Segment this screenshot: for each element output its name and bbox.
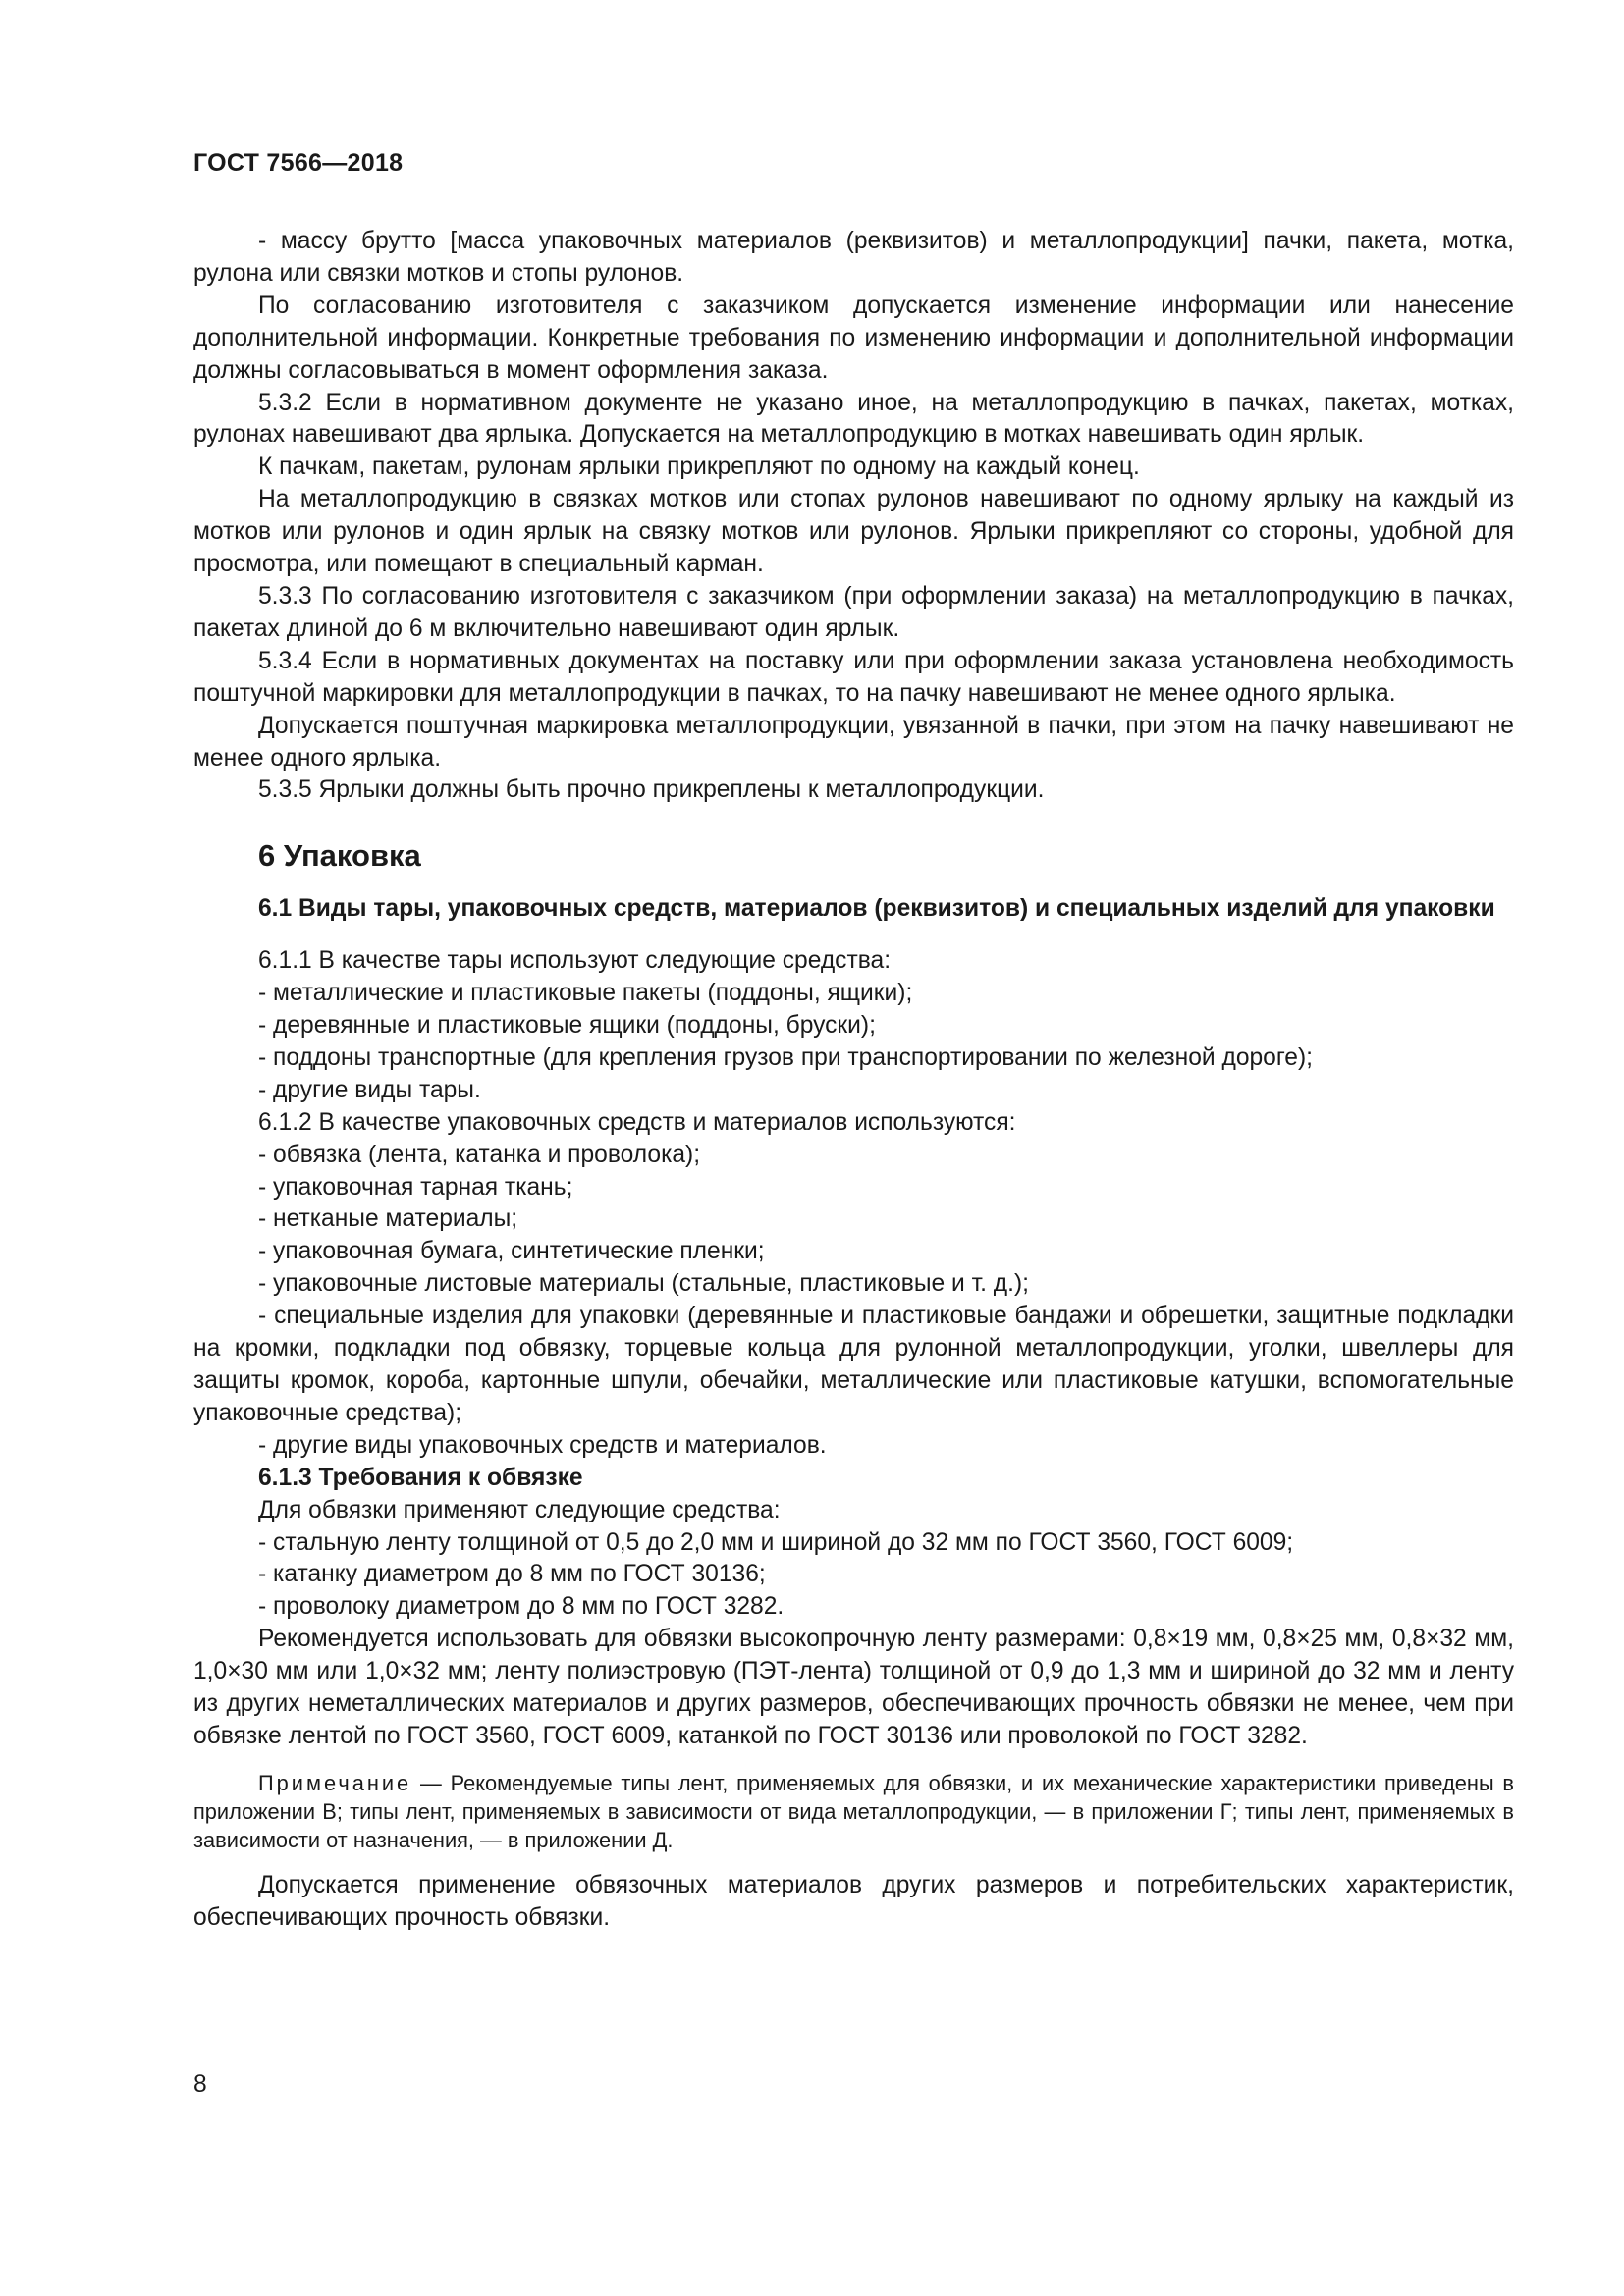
list-item: - поддоны транспортные (для крепления грузов при транспортировании по железной дороге);: [258, 1043, 1313, 1071]
paragraph: - массу брутто [масса упаковочных материалов (реквизитов) и металлопродукции] пачки, пакета, мотка, рулона или связки мотков и стопы рулонов.: [193, 228, 1514, 287]
list-item: - упаковочная бумага, синтетические пленки;: [258, 1238, 765, 1265]
list-item: - катанку диаметром до 8 мм по ГОСТ 30136;: [258, 1561, 766, 1588]
clause-heading: 6.1.3 Требования к обвязке: [258, 1464, 583, 1491]
note-text: — Рекомендуемые типы лент, применяемых для обвязки, и их механические характеристики приведены в приложении В; типы лент, применяемых в зависимости от вида металлопродукции, — в приложении Г; типы лент, применяемых в зависимости от назначения, — в приложении Д.: [193, 1770, 1514, 1852]
paragraph: К пачкам, пакетам, рулонам ярлыки прикрепляют по одному на каждый конец.: [258, 454, 1140, 481]
page-content: [193, 226, 1514, 1935]
page-number: 8: [193, 2071, 207, 2098]
paragraph: Допускается поштучная маркировка металлопродукции, увязанной в пачки, при этом на пачку навешивают не менее одного ярлыка.: [193, 712, 1514, 772]
list-item: - нетканые материалы;: [258, 1205, 518, 1233]
paragraph: 5.3.4 Если в нормативных документах на поставку или при оформлении заказа установлена необходимость поштучной маркировки для металлопродукции в пачках, то на пачку навешивают не менее одного ярлыка.: [193, 647, 1514, 707]
paragraph: По согласованию изготовителя с заказчиком допускается изменение информации или нанесение дополнительной информации. Конкретные требования по изменению информации и дополнительной информации должны согласовываться в момент оформления заказа.: [193, 292, 1514, 384]
list-item: - стальную ленту толщиной от 0,5 до 2,0 мм и шириной до 32 мм по ГОСТ 3560, ГОСТ 6009;: [258, 1528, 1294, 1556]
list-item: 6.1.2 В качестве упаковочных средств и материалов используются:: [258, 1108, 1016, 1136]
list-item: - другие виды тары.: [258, 1076, 481, 1103]
list-item: - упаковочная тарная ткань;: [258, 1173, 573, 1201]
list-item: 6.1.1 В качестве тары используют следующие средства:: [258, 947, 892, 975]
list-item: - другие виды упаковочных средств и материалов.: [258, 1431, 827, 1459]
paragraph: Допускается применение обвязочных материалов других размеров и потребительских характеристик, обеспечивающих прочность обвязки.: [193, 1871, 1514, 1931]
note: [193, 1769, 1514, 1854]
list-item: - обвязка (лента, катанка и проволока);: [258, 1141, 701, 1168]
note-label: Примечание: [258, 1770, 412, 1795]
list-item: - специальные изделия для упаковки (деревянные и пластиковые бандажи и обрешетки, защитные подкладки на кромки, подкладки под обвязку, торцевые кольца для рулонной металлопродукции, уголки, швеллеры для защиты кромок, короба, картонные шпули, обечайки, металлические или пластиковые катушки, вспомогательные упаковочные средства);: [193, 1303, 1514, 1426]
subsection-heading: 6.1 Виды тары, упаковочных средств, материалов (реквизитов) и специальных изделий для упаковки: [258, 895, 1495, 923]
list-item: - упаковочные листовые материалы (стальные, пластиковые и т. д.);: [258, 1270, 1030, 1298]
paragraph: 5.3.3 По согласованию изготовителя с заказчиком (при оформлении заказа) на металлопродукцию в пачках, пакетах длиной до 6 м включительно навешивают один ярлык.: [193, 582, 1514, 642]
paragraph: Рекомендуется использовать для обвязки высокопрочную ленту размерами: 0,8×19 мм, 0,8×25 мм, 0,8×32 мм, 1,0×30 мм или 1,0×32 мм; ленту полиэстровую (ПЭТ-лента) толщиной от 0,9 до 1,3 мм и шириной до 32 мм и ленту из других неметаллических материалов и других размеров, обеспечивающих прочность обвязки не менее, чем при обвязке лентой по ГОСТ 3560, ГОСТ 6009, катанкой по ГОСТ 30136 или проволокой по ГОСТ 3282.: [193, 1626, 1514, 1749]
section-heading: 6 Упаковка: [258, 838, 421, 874]
paragraph: На металлопродукцию в связках мотков или стопах рулонов навешивают по одному ярлыку на каждый из мотков или рулонов и один ярлык на связку мотков или рулонов. Ярлыки прикрепляют со стороны, удобной для просмотра, или помещают в специальный карман.: [193, 486, 1514, 578]
document-code-header: ГОСТ 7566—2018: [193, 149, 404, 177]
list-item: Для обвязки применяют следующие средства:: [258, 1496, 781, 1523]
list-item: - проволоку диаметром до 8 мм по ГОСТ 3282.: [258, 1593, 785, 1621]
paragraph: 5.3.5 Ярлыки должны быть прочно прикреплены к металлопродукции.: [258, 776, 1045, 804]
paragraph: 5.3.2 Если в нормативном документе не указано иное, на металлопродукцию в пачках, пакетах, мотках, рулонах навешивают два ярлыка. Допускается на металлопродукцию в мотках навешивать один ярлык.: [193, 389, 1514, 449]
list-item: - металлические и пластиковые пакеты (поддоны, ящики);: [258, 980, 913, 1007]
list-item: - деревянные и пластиковые ящики (поддоны, бруски);: [258, 1012, 876, 1040]
